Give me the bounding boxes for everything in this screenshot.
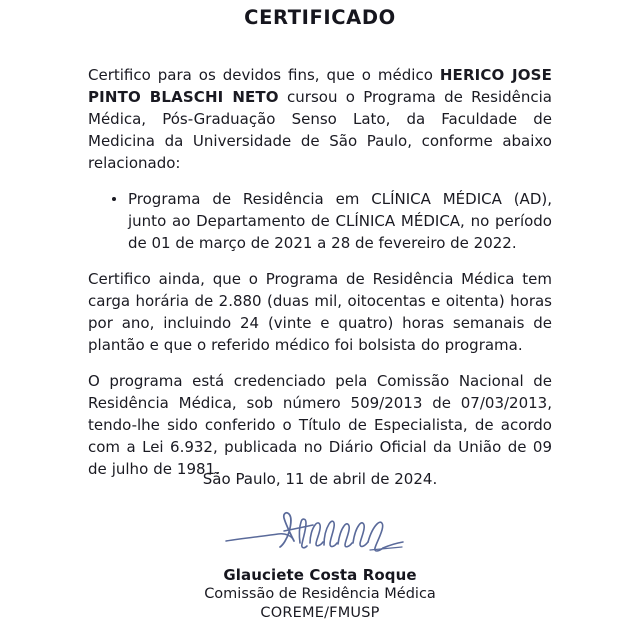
signatory-organization: COREME/FMUSP (260, 605, 380, 621)
program-list (88, 188, 552, 254)
signatory-block (0, 566, 640, 623)
signatory-name: Glauciete Costa Roque (223, 566, 417, 584)
list-item-label: Programa de Residência em CLÍNICA MÉDICA (AD), junto ao Departamento de CLÍNICA MÉDICA, no período de 01 de março de 2021 a 28 de fevereiro de 2022. (128, 190, 552, 252)
paragraph-carga-horaria: Certifico ainda, que o Programa de Residência Médica tem carga horária de 2.880 (duas mil, oitocentas e oitenta) horas por ano, incluindo 24 (vinte e quatro) horas semanais de plantão e que o referido médico foi bolsista do programa. (88, 270, 552, 354)
physician-name: HERICO JOSE PINTO BLASCHI NETO (88, 66, 552, 106)
paragraph-intro-prefix: Certifico para os devidos fins, que o médico (88, 66, 440, 84)
handwritten-signature-icon (220, 505, 420, 557)
list-item (88, 188, 552, 254)
paragraph-credenciamento: O programa está credenciado pela Comissão Nacional de Residência Médica, sob número 509/2013 de 07/03/2013, tendo-lhe sido conferido o Título de Especialista, de acordo com a Lei 6.932, publicada no Diário Oficial da União de 09 de julho de 1981. (88, 372, 552, 478)
signatory-role: Comissão de Residência Médica (204, 586, 436, 602)
page-title: CERTIFICADO (244, 6, 396, 29)
place-date-line: São Paulo, 11 de abril de 2024. (202, 470, 438, 488)
paragraph-intro (88, 64, 552, 174)
certificate-body (88, 64, 552, 480)
bullet-dot-icon (112, 197, 116, 201)
paragraph-intro-suffix: cursou o Programa de Residência Médica, Pós-Graduação Senso Lato, da Faculdade de Medicina da Universidade de São Paulo, conforme abaixo relacionado: (88, 88, 552, 172)
signature-area (0, 503, 640, 559)
